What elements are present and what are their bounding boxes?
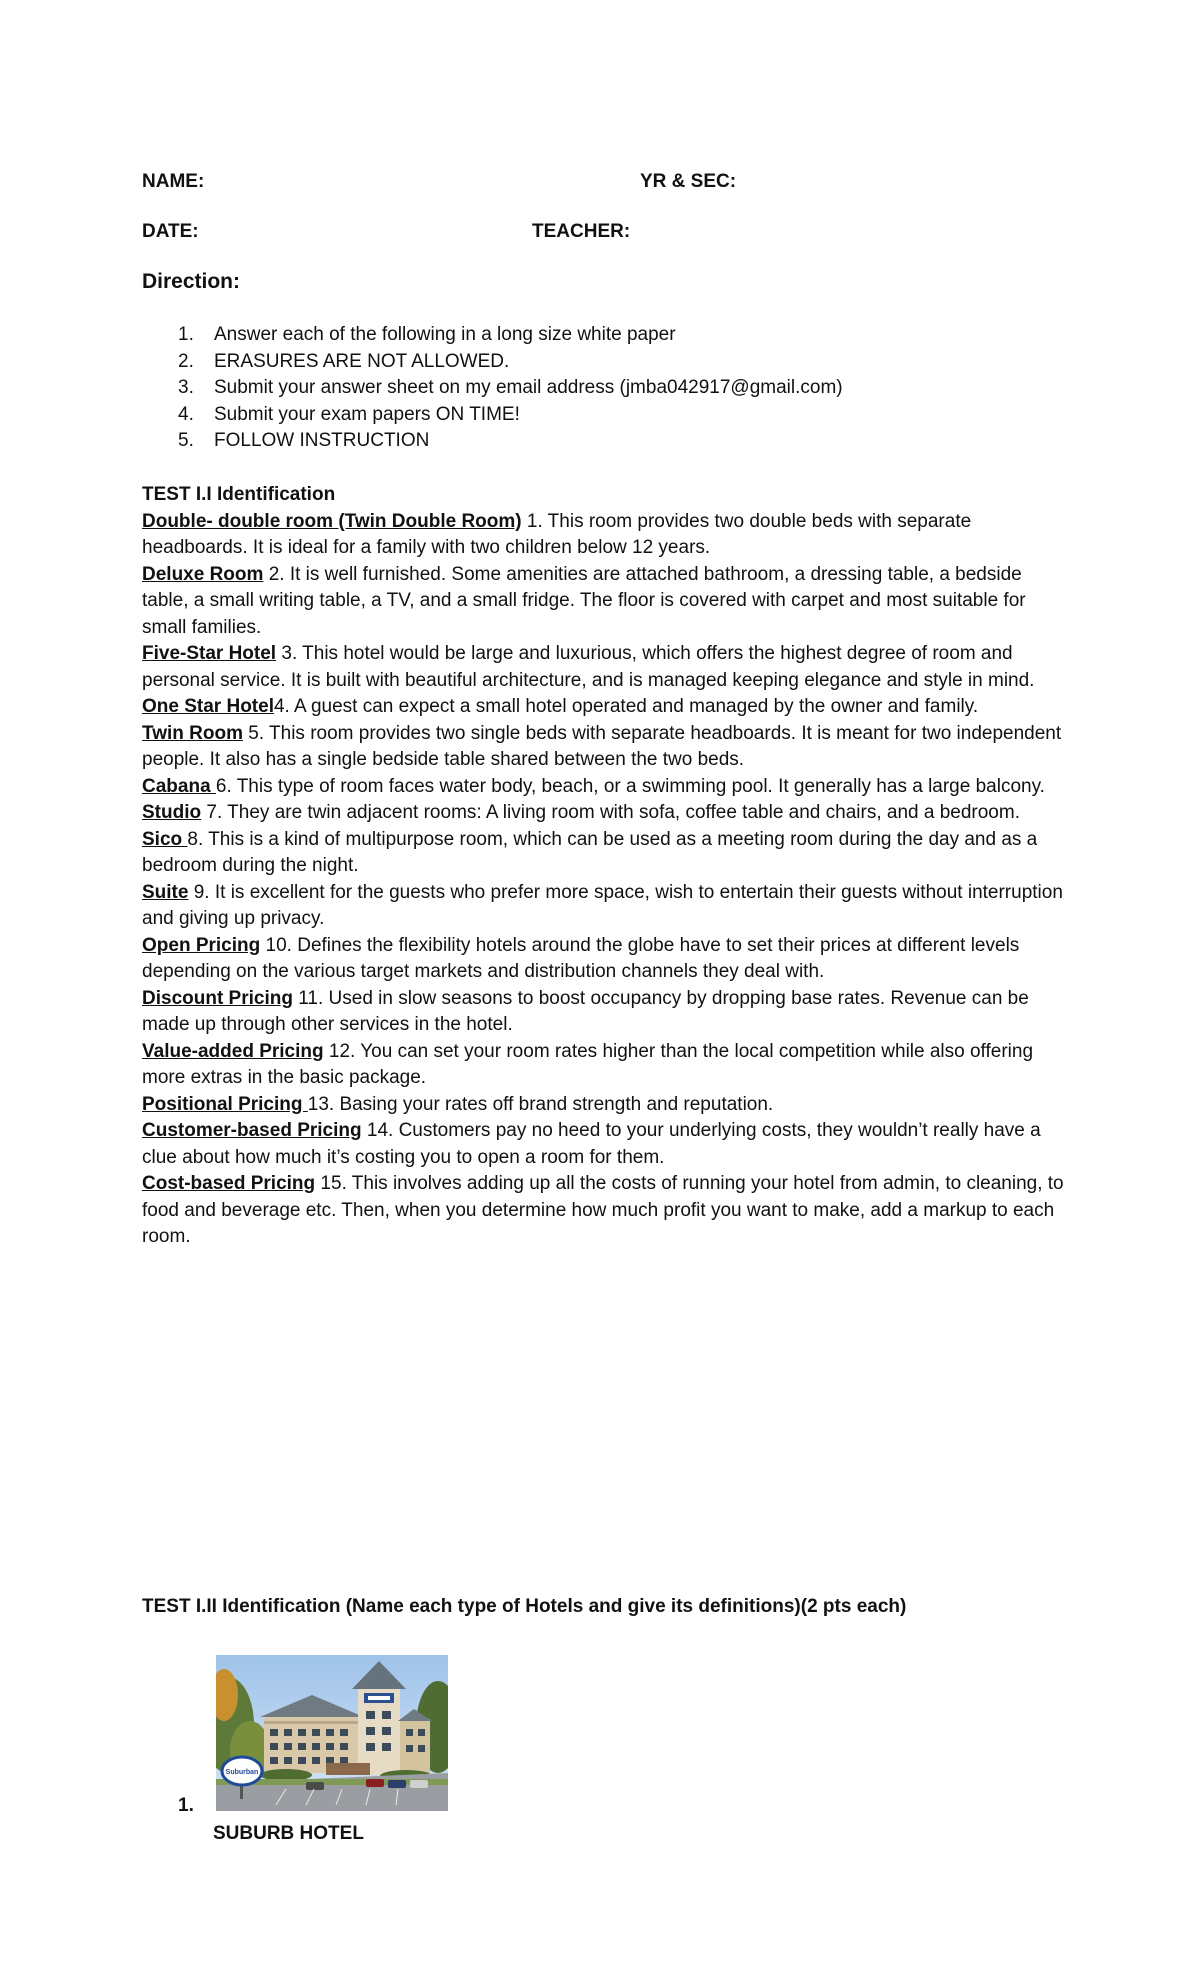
identification-item — [142, 1118, 1072, 1171]
direction-item-text: Answer each of the following in a long size white paper — [214, 324, 676, 345]
direction-item-text: Submit your answer sheet on my email address (jmba042917@gmail.com) — [214, 377, 843, 398]
answer-term: Discount Pricing — [142, 987, 293, 1009]
item-definition: 12. You can set your room rates higher than the local competition while also offering more extras in the basic package. — [142, 1040, 1034, 1088]
answer-term: Cabana — [142, 775, 216, 797]
identification-item — [142, 933, 1072, 986]
item-definition: 15. This involves adding up all the costs of running your hotel from admin, to cleaning, to food and beverage etc. Then, when you determine how much profit you want to make, add a markup to each room. — [142, 1173, 1064, 1247]
identification-item — [142, 774, 1072, 801]
answer-term: Twin Room — [142, 722, 243, 744]
direction-item-text: ERASURES ARE NOT ALLOWED. — [214, 350, 510, 372]
direction-item — [142, 322, 1062, 349]
identification-item — [142, 641, 1072, 694]
item-definition: 5. This room provides two single beds with separate headboards. It is meant for two independent people. It also has a single bedside table shared between the two beds. — [142, 722, 1062, 770]
identification-item — [142, 694, 1072, 721]
direction-item-number: 3. — [178, 377, 194, 398]
item-definition: 10. Defines the flexibility hotels around the globe have to set their prices at different levels depending on the various target markets and distribution channels they deal with. — [142, 934, 1020, 982]
direction-list — [142, 322, 1062, 455]
name-label: NAME: — [142, 171, 205, 192]
identification-item — [142, 880, 1072, 933]
identification-item — [142, 1092, 1072, 1119]
answer-term: Customer-based Pricing — [142, 1120, 362, 1141]
identification-item — [142, 1171, 1072, 1251]
direction-item — [142, 349, 1062, 376]
direction-item-number: 5. — [178, 430, 194, 451]
identification-item — [142, 827, 1072, 880]
yr-sec-label: YR & SEC: — [640, 171, 737, 192]
answer-term: Five-Star Hotel — [142, 643, 277, 664]
answer-term: Double- double room (Twin Double Room) — [142, 510, 522, 532]
answer-term: Suite — [142, 881, 189, 903]
answer-term: Value-added Pricing — [142, 1040, 324, 1062]
item-definition: 8. This is a kind of multipurpose room, which can be used as a meeting room during the day and as a bedroom during the night. — [142, 828, 1038, 876]
direction-item-number: 2. — [178, 350, 194, 372]
item-definition: 13. Basing your rates off brand strength and reputation. — [307, 1093, 774, 1115]
date-label: DATE: — [142, 221, 199, 242]
identification-item — [142, 721, 1072, 774]
identification-item — [142, 800, 1072, 827]
photo-caption: SUBURB HOTEL — [213, 1823, 364, 1844]
item-definition: 9. It is excellent for the guests who prefer more space, wish to entertain their guests without interruption and giving up privacy. — [142, 881, 1063, 929]
item-definition: 1. This room provides two double beds with separate headboards. It is ideal for a family with two children below 12 years. — [142, 510, 972, 558]
answer-term: Studio — [142, 802, 202, 823]
identification-item — [142, 1039, 1072, 1092]
item-definition: 7. They are twin adjacent rooms: A living room with sofa, coffee table and chairs, and a bedroom. — [201, 802, 1020, 823]
direction-item-text: FOLLOW INSTRUCTION — [214, 430, 430, 451]
test-1-title: TEST I.I Identification — [142, 484, 336, 505]
identification-item — [142, 986, 1072, 1039]
direction-item-number: 1. — [178, 324, 194, 345]
direction-heading: Direction: — [142, 270, 241, 293]
test-2-title: TEST I.II Identification (Name each type of Hotels and give its definitions)(2 pts each) — [142, 1596, 907, 1617]
photo-sign-text: Suburban — [225, 1769, 259, 1776]
answer-term: Deluxe Room — [142, 563, 264, 585]
item-definition: 6. This type of room faces water body, beach, or a swimming pool. It generally has a large balcony. — [215, 775, 1045, 797]
answer-term: Cost-based Pricing — [142, 1173, 316, 1194]
suburb-hotel-photo — [216, 1655, 448, 1811]
answer-term: Sico — [142, 828, 188, 850]
identification-item — [142, 562, 1072, 642]
item-definition: 2. It is well furnished. Some amenities are attached bathroom, a dressing table, a bedside table, a small writing table, a TV, and a small fridge. The floor is covered with carpet and most suitable for small families. — [142, 563, 1026, 638]
answer-term: Positional Pricing — [142, 1093, 308, 1115]
item-definition: 14. Customers pay no heed to your underlying costs, they wouldn’t really have a clue about how much it’s costing you to open a room for them. — [142, 1120, 1041, 1168]
direction-item — [142, 402, 1062, 429]
teacher-label: TEACHER: — [532, 221, 631, 242]
direction-item — [142, 428, 1062, 455]
item-definition: 11. Used in slow seasons to boost occupancy by dropping base rates. Revenue can be made up through other services in the hotel. — [142, 987, 1029, 1035]
answer-term: One Star Hotel — [142, 696, 274, 717]
identification-item — [142, 509, 1072, 562]
item-definition: 4. A guest can expect a small hotel operated and managed by the owner and family. — [273, 696, 979, 717]
answer-term: Open Pricing — [142, 934, 261, 956]
direction-item — [142, 375, 1062, 402]
test-1-section — [142, 482, 1072, 1251]
direction-item-text: Submit your exam papers ON TIME! — [214, 403, 520, 425]
direction-item-number: 4. — [178, 403, 194, 425]
item-definition: 3. This hotel would be large and luxurious, which offers the highest degree of room and personal service. It is built with beautiful architecture, and is managed keeping elegance and style in mind. — [142, 643, 1035, 691]
question-number: 1. — [178, 1795, 194, 1816]
